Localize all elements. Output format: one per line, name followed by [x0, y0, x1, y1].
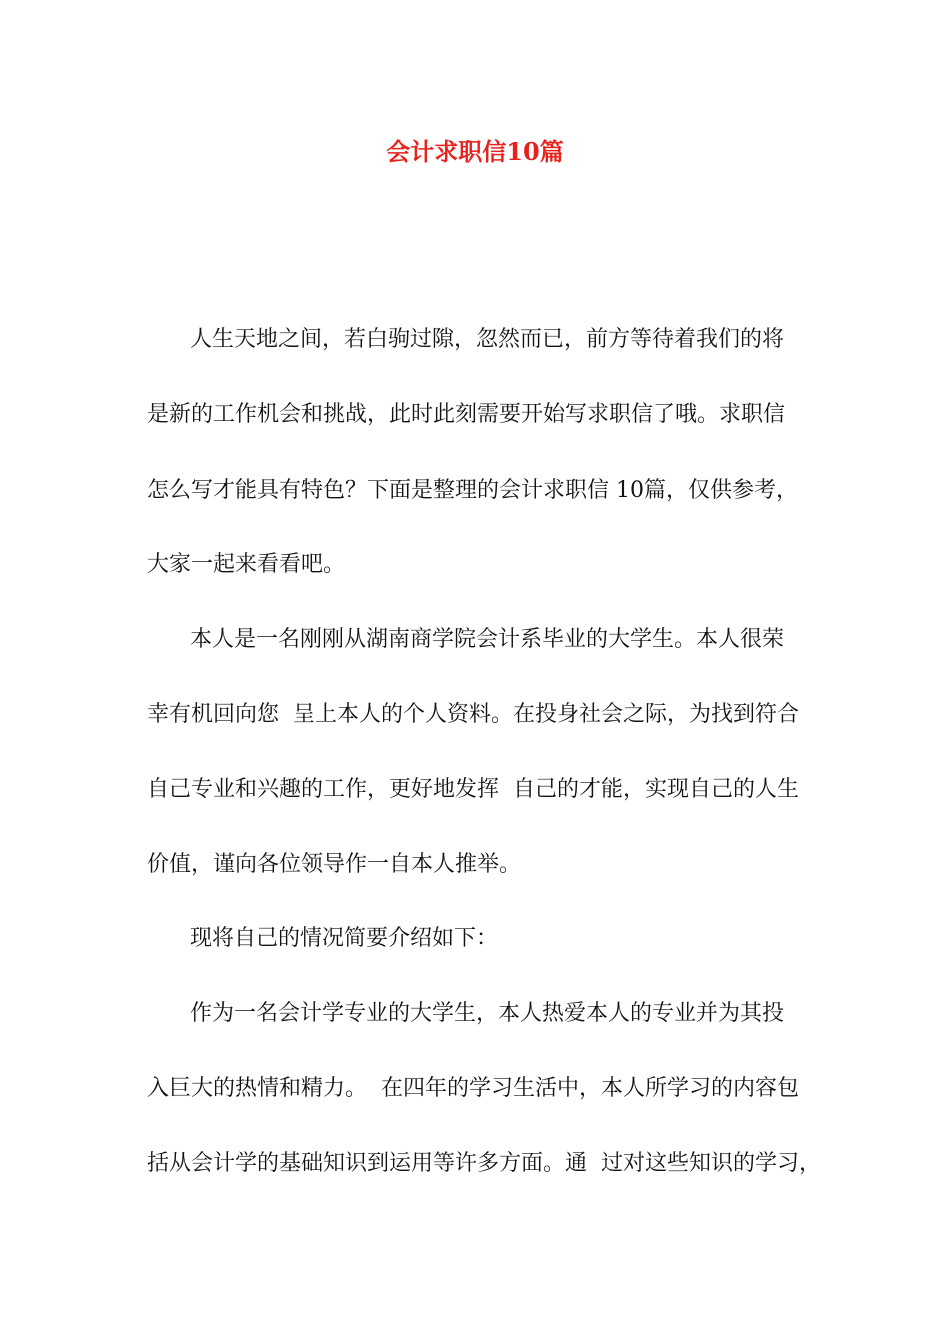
paragraph-4-line-2: 入巨大的热情和精力。 在四年的学习生活中，本人所学习的内容包 [147, 1076, 799, 1101]
paragraph-1-line-1: 人生天地之间，若白驹过隙，忽然而已，前方等待着我们的将 [190, 327, 785, 352]
document-title: 会计求职信10篇 [386, 137, 564, 166]
paragraph-2-line-1: 本人是一名刚刚从湖南商学院会计系毕业的大学生。本人很荣 [190, 627, 785, 652]
paragraph-1-line-2: 是新的工作机会和挑战，此时此刻需要开始写求职信了哦。求职信 [147, 402, 786, 427]
paragraph-3-line-1: 现将自己的情况简要介绍如下： [190, 926, 499, 951]
paragraph-1-line-4: 大家一起来看看吧。 [147, 552, 346, 577]
paragraph-4-line-1: 作为一名会计学专业的大学生，本人热爱本人的专业并为其投 [190, 1001, 785, 1026]
paragraph-2-line-2: 幸有机回向您 呈上本人的个人资料。在投身社会之际，为找到符合 [147, 702, 799, 727]
paragraph-1-line-3: 怎么写才能具有特色？下面是整理的会计求职信 10篇，仅供参考， [147, 478, 798, 503]
paragraph-4-line-3: 括从会计学的基础知识到运用等许多方面。通 过对这些知识的学习， [147, 1151, 821, 1176]
paragraph-2-line-3: 自己专业和兴趣的工作，更好地发挥 自己的才能，实现自己的人生 [147, 777, 799, 802]
paragraph-2-line-4: 价值，谨向各位领导作一自本人推举。 [147, 852, 522, 877]
